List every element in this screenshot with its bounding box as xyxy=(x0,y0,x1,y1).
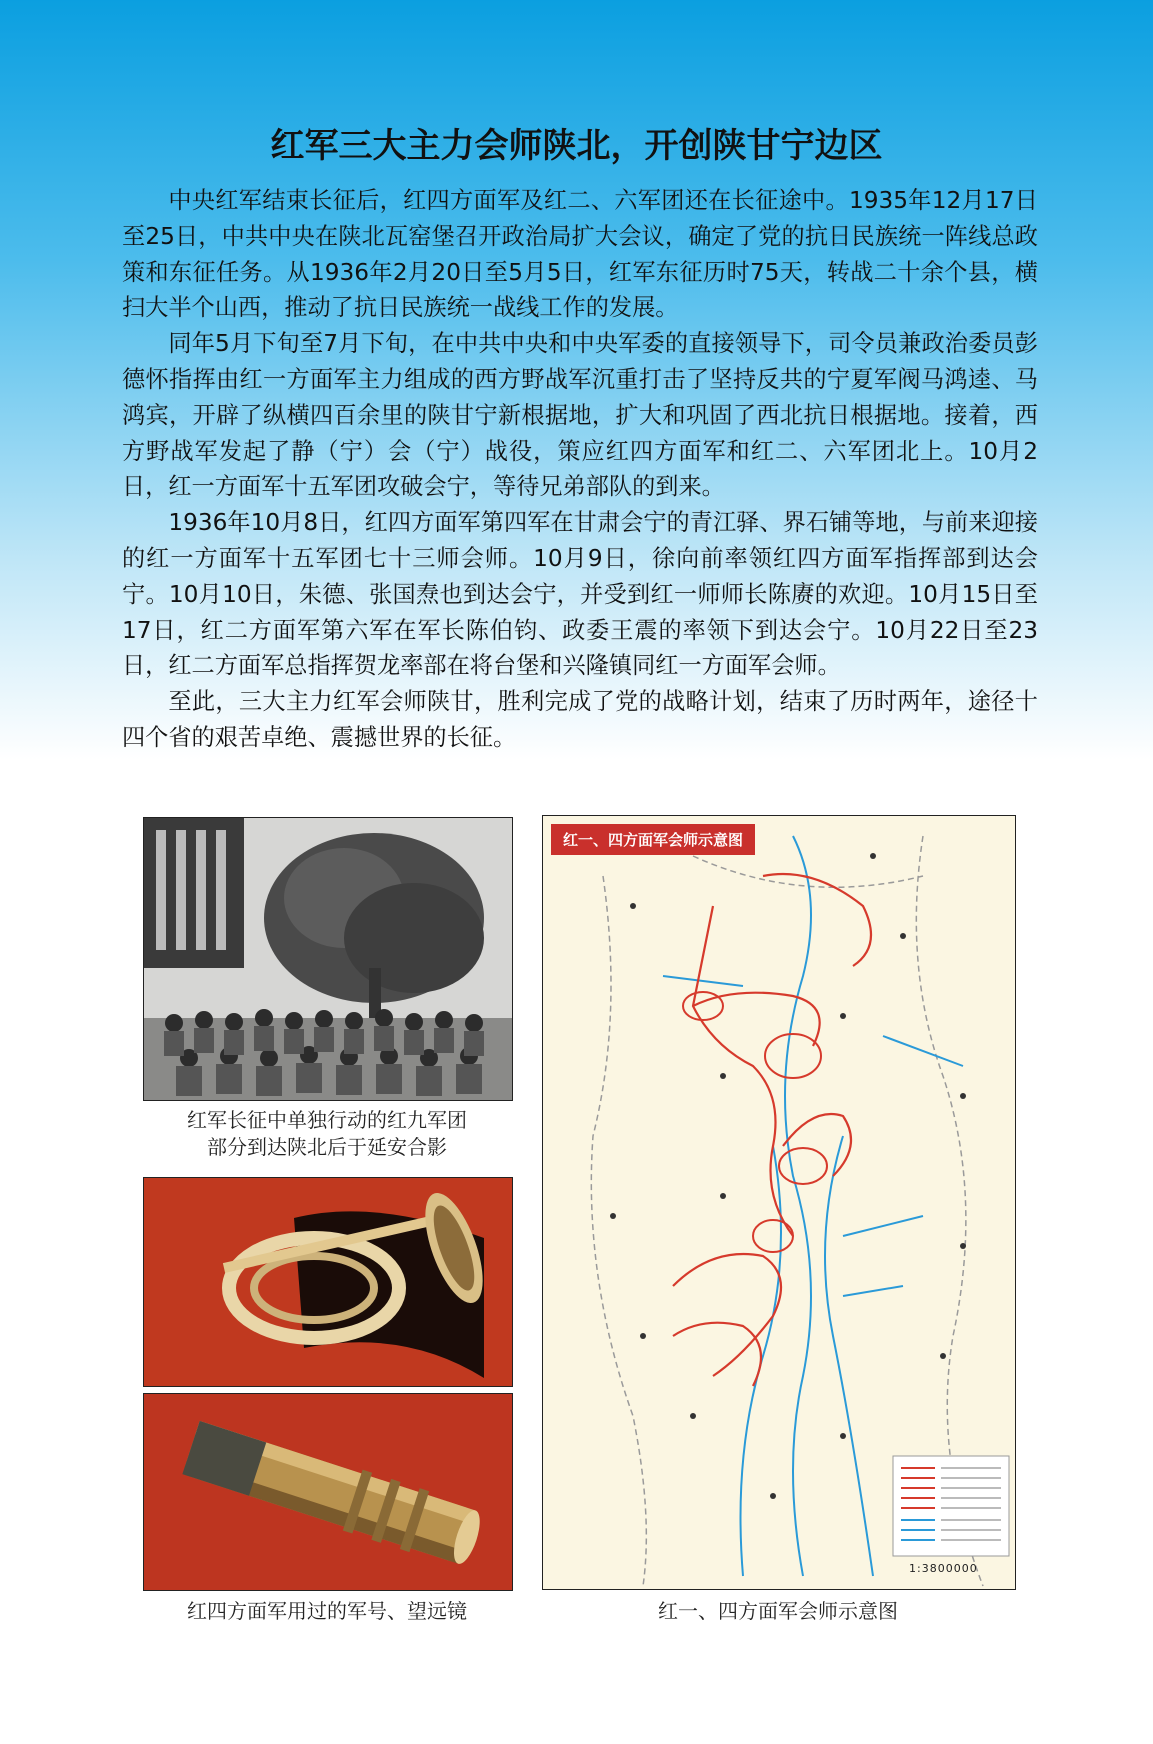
paragraph-3: 1936年10月8日，红四方面军第四军在甘肃会宁的青江驿、界石铺等地，与前来迎接的红一方面军十五军团七十三师会师。10月9日，徐向前率领红四方面军指挥部到达会宁。10月10日，朱德、张国焘也到达会宁，并受到红一师师长陈赓的欢迎。10月15日至17日，红二方面军第六军在军长陈伯钧、政委王震的率领下到达会宁。10月22日至23日，红二方面军总指挥贺龙率部在将台堡和兴隆镇同红一方面军会师。 xyxy=(122,509,1038,680)
group-photo-caption xyxy=(143,1107,511,1161)
telescope-photo-image xyxy=(144,1394,512,1590)
map-caption: 红一、四方面军会师示意图 xyxy=(658,1599,898,1623)
bugle-photo-image xyxy=(144,1178,512,1386)
group-photo-caption-line1: 红军长征中单独行动的红九军团 xyxy=(187,1108,467,1132)
paragraph-2: 同年5月下旬至7月下旬，在中共中央和中央军委的直接领导下，司令员兼政治委员彭德怀指挥由红一方面军主力组成的西方野战军沉重打击了坚持反共的宁夏军阀马鸿逵、马鸿宾，开辟了纵横四百余里的陕甘宁新根据地，扩大和巩固了西北抗日根据地。接着，西方野战军发起了静（宁）会（宁）战役，策应红四方面军和红二、六军团北上。10月2日，红一方面军十五军团攻破会宁，等待兄弟部队的到来。 xyxy=(122,330,1038,501)
paragraph-4: 至此，三大主力红军会师陕甘，胜利完成了党的战略计划，结束了历时两年，途径十四个省的艰苦卓绝、震撼世界的长征。 xyxy=(122,688,1038,751)
paragraph-1: 中央红军结束长征后，红四方面军及红二、六军团还在长征途中。1935年12月17日至25日，中共中央在陕北瓦窑堡召开政治局扩大会议，确定了党的抗日民族统一阵线总政策和东征任务。从1936年2月20日至5月5日，红军东征历时75天，转战二十余个县，横扫大半个山西，推动了抗日民族统一战线工作的发展。 xyxy=(122,187,1038,322)
body-text xyxy=(122,183,1038,756)
march-map-drawing xyxy=(543,816,1015,1589)
group-photo-image xyxy=(144,818,512,1100)
map-legend xyxy=(893,1456,1009,1556)
bugle-photo xyxy=(143,1177,513,1387)
page-title: 红军三大主力会师陕北，开创陕甘宁边区 xyxy=(270,126,883,166)
group-photo xyxy=(143,817,513,1101)
map-title: 红一、四方面军会师示意图 xyxy=(551,824,755,855)
map-scale: 1:3800000 xyxy=(909,1562,978,1575)
bugle-telescope-caption: 红四方面军用过的军号、望远镜 xyxy=(187,1599,467,1623)
group-photo-caption-line2: 部分到达陕北后于延安合影 xyxy=(207,1135,447,1159)
march-map xyxy=(542,815,1016,1590)
telescope-photo xyxy=(143,1393,513,1591)
